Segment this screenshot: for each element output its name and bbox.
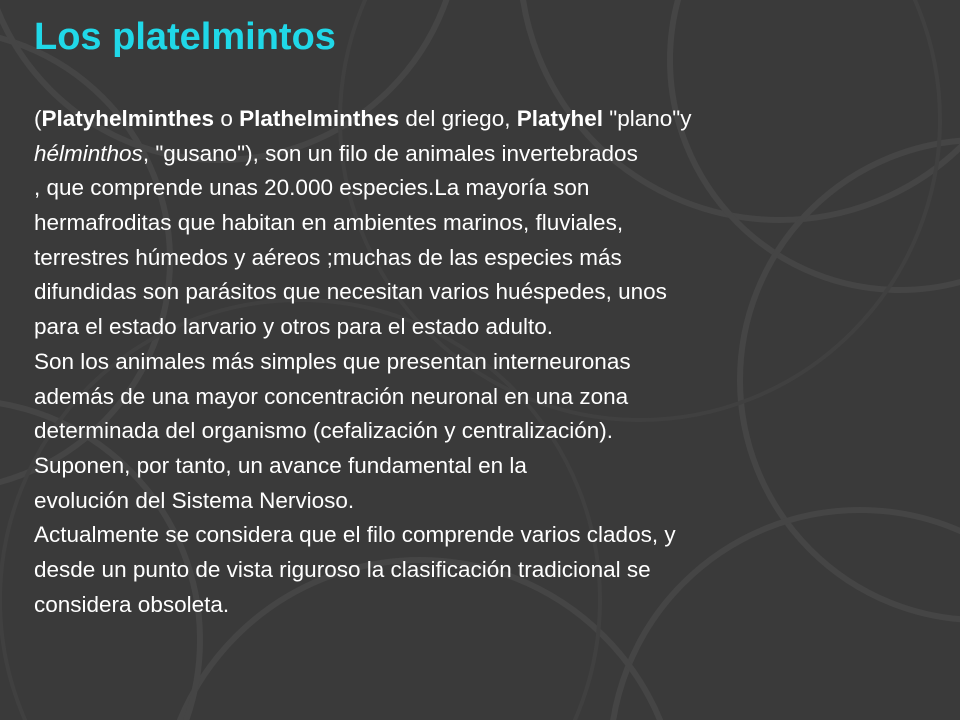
text-line <box>34 206 944 241</box>
text-run: hermafroditas que habitan en ambientes marinos, fluviales, <box>34 210 624 236</box>
text-run: difundidas son parásitos que necesitan varios huéspedes, unos <box>34 279 667 305</box>
text-run: terrestres húmedos y aéreos ;muchas de las especies más <box>34 244 622 270</box>
text-run: , que comprende unas 20.000 especies.La mayoría son <box>34 175 590 201</box>
text-run: además de una mayor concentración neuronal en una zona <box>34 383 629 409</box>
slide-title: Los platelmintos <box>34 16 336 58</box>
text-run: Son los animales más simples que presentan interneuronas <box>34 348 631 374</box>
bold-term: Plathelminthes <box>239 106 400 131</box>
text-line <box>34 380 944 415</box>
text-run: , "gusano"), son un filo de animales invertebrados <box>142 140 638 166</box>
text-line <box>34 518 944 553</box>
text-run: determinada del organismo (cefalización y centralización). <box>34 418 614 444</box>
text-line <box>34 241 944 276</box>
text-line <box>34 414 944 449</box>
text-line <box>34 275 944 310</box>
text-run: Suponen, por tanto, un avance fundamental en la <box>34 452 527 478</box>
text-run: evolución del Sistema Nervioso. <box>34 487 355 513</box>
text-line <box>34 345 944 380</box>
text-run: del griego, <box>399 106 517 131</box>
text-run: Actualmente se considera que el filo comprende varios clados, y <box>34 522 676 548</box>
text-line <box>34 553 944 588</box>
slide-body-text <box>34 102 944 622</box>
text-run: "plano"y <box>603 106 692 131</box>
text-run: considera obsoleta. <box>34 591 230 617</box>
text-run: o <box>214 106 240 131</box>
text-line <box>34 449 944 484</box>
text-line <box>34 137 944 172</box>
text-run: para el estado larvario y otros para el estado adulto. <box>34 314 554 340</box>
text-line <box>34 310 944 345</box>
text-line <box>34 171 944 206</box>
text-line <box>34 484 944 519</box>
italic-term: hélminthos <box>34 140 143 166</box>
bold-term: Platyhel <box>516 106 604 131</box>
text-line <box>34 102 944 137</box>
text-run: desde un punto de vista riguroso la clasificación tradicional se <box>34 556 651 582</box>
text-line <box>34 588 944 623</box>
text-run: ( <box>34 106 42 131</box>
bold-term: Platyhelminthes <box>41 106 215 131</box>
